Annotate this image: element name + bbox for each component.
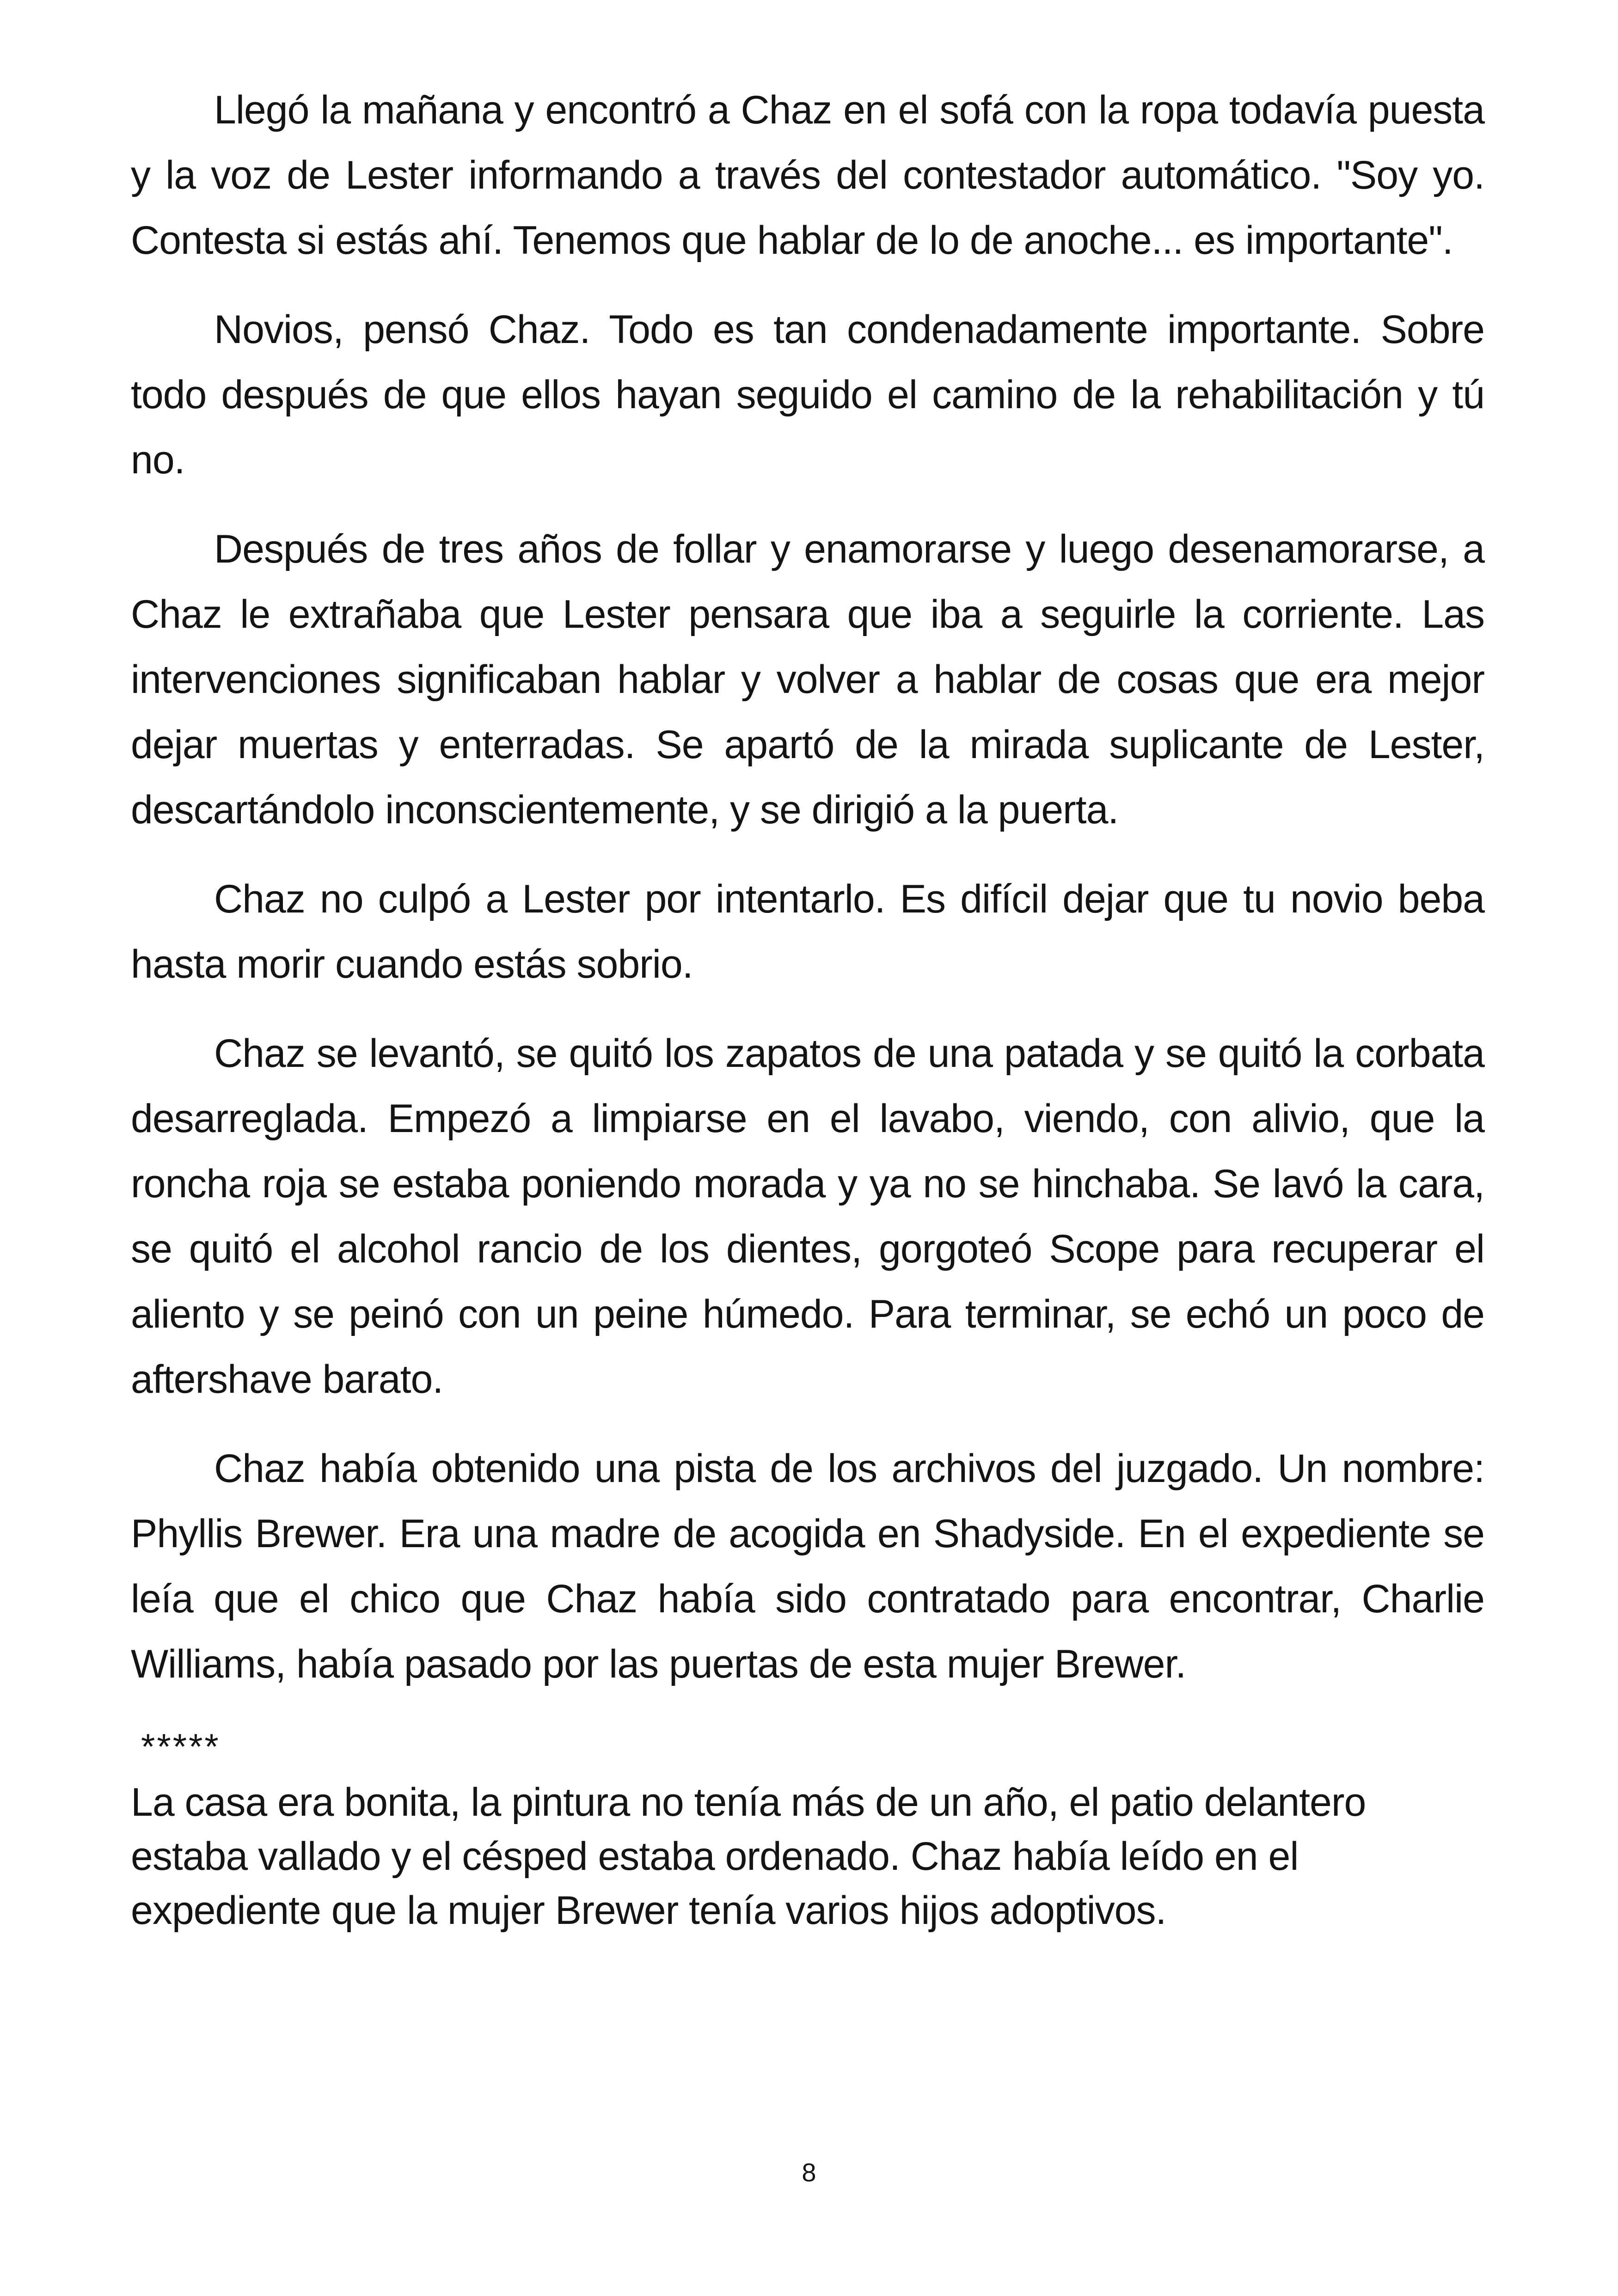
page-number: 8 [802,2158,816,2187]
paragraph: Chaz se levantó, se quitó los zapatos de una patada y se quitó la corbata desarreglada. Empezó a limpiarse en el lavabo, viendo, con alivio, que la roncha roja se estaba poniendo morada y ya no se hinchaba. Se lavó la cara, se quitó el alcohol rancio de los dientes, gorgoteó Scope para recuperar el aliento y se peinó con un peine húmedo. Para terminar, se echó un poco de aftershave barato. [131,1031,1484,1402]
section-separator: ***** [141,1726,221,1767]
paragraph: Novios, pensó Chaz. Todo es tan condenadamente importante. Sobre todo después de que ellos hayan seguido el camino de la rehabilitación y tú no. [131,307,1484,482]
paragraph: Después de tres años de follar y enamorarse y luego desenamorarse, a Chaz le extrañaba que Lester pensara que iba a seguirle la corriente. Las intervenciones significaban hablar y volver a hablar de cosas que era mejor dejar muertas y enterradas. Se apartó de la mirada suplicante de Lester, descartándolo inconscientemente, y se dirigió a la puerta. [131,527,1484,832]
body-text [131,78,1484,1938]
final-paragraph: La casa era bonita, la pintura no tenía más de un año, el patio delantero estaba vallado y el césped estaba ordenado. Chaz había leído en el expediente que la mujer Brewer tenía varios hijos adoptivos. [131,1780,1366,1933]
paragraph: Chaz no culpó a Lester por intentarlo. Es difícil dejar que tu novio beba hasta morir cuando estás sobrio. [131,877,1484,986]
paragraph: Chaz había obtenido una pista de los archivos del juzgado. Un nombre: Phyllis Brewer. Era una madre de acogida en Shadyside. En el expediente se leía que el chico que Chaz había sido contratado para encontrar, Charlie Williams, había pasado por las puertas de esta mujer Brewer. [131,1446,1484,1686]
paragraph: Llegó la mañana y encontró a Chaz en el sofá con la ropa todavía puesta y la voz de Lester informando a través del contestador automático. "Soy yo. Contesta si estás ahí. Tenemos que hablar de lo de anoche... es importante". [131,88,1484,263]
